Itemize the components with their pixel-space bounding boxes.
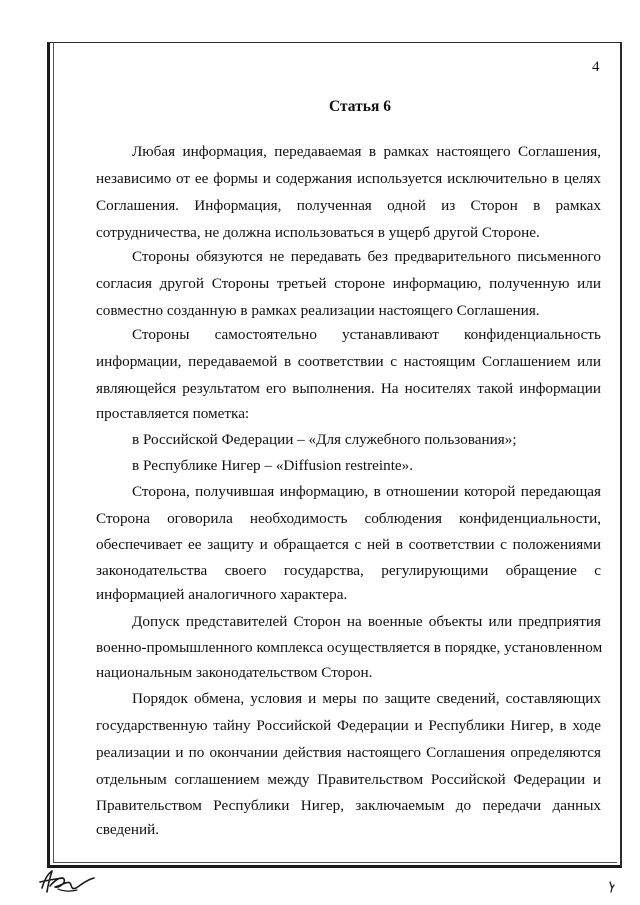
text-line: Соглашения. Информация, полученная одной из Сторон в рамках [96,197,601,214]
text-line: согласия другой Стороны третьей стороне информацию, полученную или [96,275,601,292]
text-line: в Республике Нигер – «Diffusion restreinte». [132,457,414,474]
text-line: информации, передаваемой в соответствии с настоящим Соглашением или [96,353,601,370]
text-line: законодательства своего государства, регулирующими обращение с [96,562,601,579]
text-line: Стороны обязуются не передавать без предварительного письменного [132,248,601,265]
text-line: отдельным соглашением между Правительством Российской Федерации и [96,771,601,788]
text-line: Любая информация, передаваемая в рамках настоящего Соглашения, [132,143,601,160]
text-line: Сторона оговорила необходимость соблюдения конфиденциальности, [96,510,601,527]
text-line: Порядок обмена, условия и меры по защите сведений, составляющих [132,690,601,707]
text-line: информацией аналогичного характера. [96,586,348,603]
page-border-inner [53,42,617,863]
text-line: проставляется пометка: [96,405,250,422]
text-line: являющейся результатом его выполнения. На носителях такой информации [96,380,601,397]
text-line: государственную тайну Российской Федерации и Республики Нигер, в ходе [96,717,601,734]
text-line: Стороны самостоятельно устанавливают конфиденциальность [132,326,601,343]
page-number: 4 [592,59,600,75]
text-line: реализации и по окончании действия настоящего Соглашения определяются [96,744,601,761]
text-line: независимо от ее формы и содержания используется исключительно в целях [96,170,601,187]
text-line: Правительством Республики Нигер, заключаемым до передачи данных [96,797,601,814]
text-line: обеспечивает ее защиту и обращается с ней в соответствии с положениями [96,536,601,553]
text-line: сотрудничества, не должна использоваться в ущерб другой Стороне. [96,224,540,241]
signature-initials [36,864,98,898]
text-line: Сторона, получившая информацию, в отношении которой передающая [132,483,601,500]
text-line: в Российской Федерации – «Для служебного пользования»; [132,431,517,448]
text-line: военно-промышленного комплекса осуществляется в порядке, установленном [96,639,603,656]
text-line: Допуск представителей Сторон на военные объекты или предприятия [132,613,601,630]
article-title: Статья 6 [329,98,391,115]
text-line: национальным законодательством Сторон. [96,664,373,681]
text-line: сведений. [96,821,160,838]
text-line: совместно созданную в рамках реализации настоящего Соглашения. [96,302,540,319]
corner-mark [607,880,617,894]
